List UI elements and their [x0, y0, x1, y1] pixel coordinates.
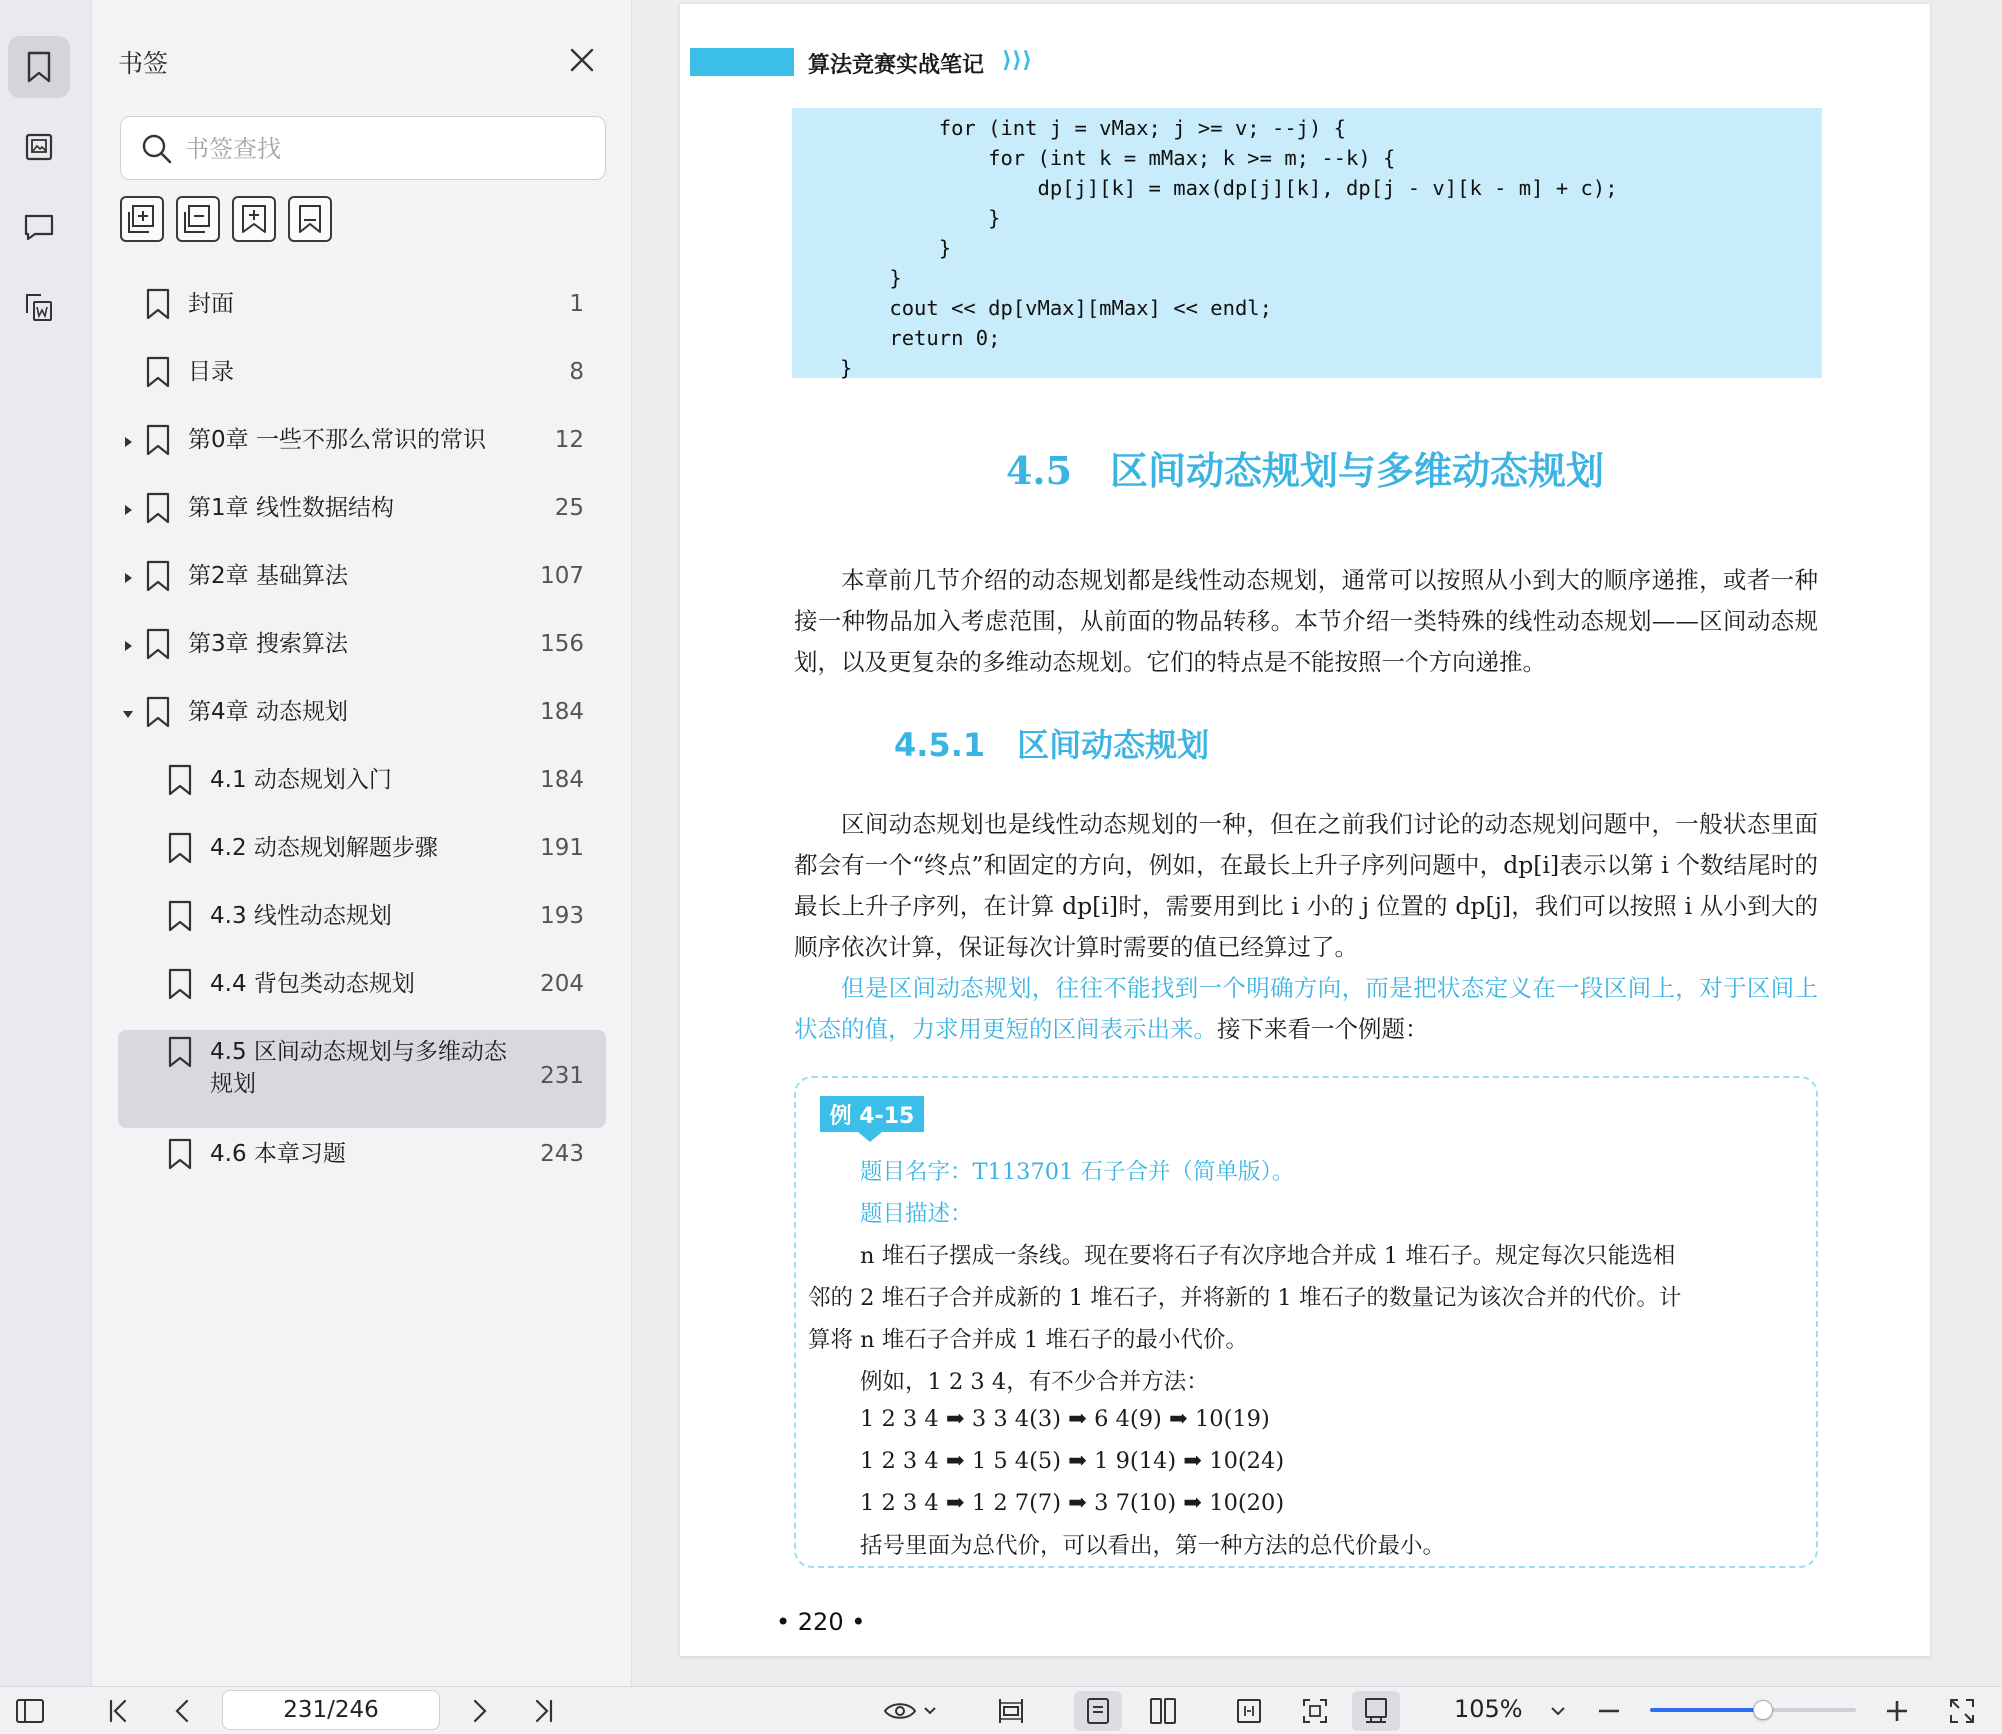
close-icon: [566, 44, 598, 76]
single-page-button[interactable]: [1074, 1691, 1122, 1731]
code-block: [792, 108, 1822, 378]
bookmark-label: 4.6 本章习题: [210, 1141, 346, 1167]
previous-page-button[interactable]: [164, 1691, 200, 1731]
expand-all-icon: [126, 203, 158, 235]
code-line: }: [840, 236, 952, 260]
zoom-in-button[interactable]: [1880, 1691, 1914, 1731]
running-head-arrows: ⟩⟩⟩: [1002, 48, 1033, 73]
continuous-scroll-button[interactable]: [1352, 1691, 1400, 1731]
bookmark-item[interactable]: [118, 962, 606, 1010]
bookmark-page-number: 191: [540, 835, 584, 861]
bookmark-item[interactable]: [118, 622, 606, 670]
bookmark-page-number: 156: [540, 631, 584, 657]
bookmark-page-number: 184: [540, 699, 584, 725]
code-line: return 0;: [840, 326, 1001, 350]
bookmark-label: 封面: [188, 291, 234, 317]
sidebar-icon: [15, 1698, 45, 1724]
bookmark-icon: [166, 1138, 194, 1170]
bookmark-label: 第2章 基础算法: [188, 563, 348, 589]
bookmark-item[interactable]: [118, 350, 606, 398]
highlight-text: 但是区间动态规划，往往不能找到一个明确方向，而是把状态定义在一段区间上，对于区间上状态的值，力求用更短的区间表示出来。: [794, 974, 1818, 1043]
fit-page-button[interactable]: [1226, 1691, 1272, 1731]
fit-width-button[interactable]: [988, 1691, 1034, 1731]
bookmark-page-number: 1: [569, 291, 584, 317]
minus-icon: [1596, 1698, 1622, 1724]
bookmark-item[interactable]: [118, 418, 606, 466]
example-intro: 例如，1 2 3 4，有不少合并方法：: [860, 1369, 1209, 1395]
bookmark-item[interactable]: [118, 486, 606, 534]
bookmark-icon: [144, 696, 172, 728]
caret-right-icon[interactable]: [120, 434, 136, 450]
chevron-down-icon: [1550, 1705, 1566, 1717]
bookmark-icon: [144, 288, 172, 320]
bookmark-label: 第4章 动态规划: [188, 699, 348, 725]
first-page-icon: [106, 1698, 130, 1724]
bookmark-icon: [166, 832, 194, 864]
bookmark-label-line: 4.5 区间动态规划与多维动态: [210, 1039, 507, 1065]
bottom-toolbar: [0, 1686, 2002, 1734]
bookmark-item[interactable]: [118, 282, 606, 330]
actual-size-button[interactable]: [1292, 1691, 1338, 1731]
sidebar-title: 书签: [118, 49, 169, 78]
example-body-line: n 堆石子摆成一条线。现在要将石子有次序地合并成 1 堆石子。规定每次只能选相: [860, 1243, 1676, 1269]
zoom-slider-knob[interactable]: [1753, 1700, 1773, 1720]
bookmark-page-number: 184: [540, 767, 584, 793]
bookmark-sidebar: [92, 0, 632, 1686]
example-body-line: 邻的 2 堆石子合并成新的 1 堆石子，并将新的 1 堆石子的数量记为该次合并的代价。计: [808, 1285, 1682, 1311]
bookmark-label: [210, 1036, 530, 1100]
collapse-all-button[interactable]: [176, 196, 220, 242]
bookmark-label: 第3章 搜索算法: [188, 631, 348, 657]
bookmark-icon: [144, 560, 172, 592]
page-number: • 220 •: [776, 1608, 866, 1636]
subsection-paragraph: 区间动态规划也是线性动态规划的一种，但在之前我们讨论的动态规划问题中，一般状态里面都会有一个“终点”和固定的方向，例如，在最长上升子序列问题中，dp[i]表示以第 i 个数结尾时的最长上升子序列，在计算 dp[i]时，需要用到比 i 小的 j 位置的 dp[j]，我们可以按照 i 从小到大的顺序依次计算，保证每次计算时需要的值已经算过了。: [794, 810, 1818, 961]
add-bookmark-child-button[interactable]: [232, 196, 276, 242]
bookmark-button[interactable]: [288, 196, 332, 242]
search-icon: [141, 133, 173, 165]
example-box: [794, 1076, 1818, 1568]
bookmark-item[interactable]: [118, 554, 606, 602]
fullscreen-frame-icon: [1301, 1697, 1329, 1725]
code-line: cout << dp[vMax][mMax] << endl;: [840, 296, 1272, 320]
left-icon-rail: [0, 0, 92, 1686]
bookmark-label: 4.2 动态规划解题步骤: [210, 835, 438, 861]
example-title: 题目名字：T113701 石子合并（简单版）。: [860, 1159, 1295, 1185]
chevron-right-icon: [470, 1698, 490, 1724]
bookmark-icon: [166, 968, 194, 1000]
expand-icon: [1948, 1697, 1976, 1725]
bookmark-item[interactable]: [118, 826, 606, 874]
add-bookmark-button[interactable]: [120, 196, 164, 242]
document-viewer[interactable]: [632, 0, 2002, 1686]
zoom-out-button[interactable]: [1592, 1691, 1626, 1731]
image-icon: [24, 132, 54, 162]
scroll-mode-icon: [1362, 1696, 1390, 1726]
bookmark-page-number: 204: [540, 971, 584, 997]
caret-right-icon[interactable]: [120, 570, 136, 586]
chevron-left-icon: [172, 1698, 192, 1724]
bookmark-page-number: 243: [540, 1141, 584, 1167]
caret-right-icon[interactable]: [120, 638, 136, 654]
bookmark-label: 目录: [188, 359, 234, 385]
bookmark-page-number: 25: [554, 495, 584, 521]
bookmark-icon: [166, 1036, 194, 1068]
fit-page-icon: [1235, 1697, 1263, 1725]
attachment-panel-button[interactable]: [8, 276, 70, 338]
two-page-icon: [1149, 1697, 1177, 1725]
bookmark-item[interactable]: [118, 1030, 606, 1128]
intro-paragraph: 本章前几节介绍的动态规划都是线性动态规划，通常可以按照从小到大的顺序递推，或者一种接一种物品加入考虑范围，从前面的物品转移。本节介绍一类特殊的线性动态规划——区间动态规划，以及更复杂的多维动态规划。它们的特点是不能按照一个方向递推。: [794, 566, 1818, 676]
word-convert-icon: [23, 291, 55, 323]
bookmark-label: 4.4 背包类动态规划: [210, 971, 415, 997]
bookmark-item[interactable]: [118, 758, 606, 806]
bookmark-item[interactable]: [118, 690, 606, 738]
bookmark-icon: [144, 424, 172, 456]
eye-icon: [883, 1698, 939, 1724]
bookmark-label: 第1章 线性数据结构: [188, 495, 394, 521]
code-line: for (int k = mMax; k >= m; --k) {: [840, 146, 1396, 170]
bookmark-page-number: 12: [554, 427, 584, 453]
bookmark-search-input[interactable]: [185, 127, 585, 171]
last-page-button[interactable]: [526, 1691, 562, 1731]
bookmark-item[interactable]: [118, 894, 606, 942]
bookmark-icon: [144, 628, 172, 660]
toggle-sidebar-button[interactable]: [12, 1691, 48, 1731]
bookmark-item[interactable]: [118, 1132, 606, 1180]
code-line: for (int j = vMax; j >= v; --j) {: [840, 116, 1347, 140]
bookmark-icon: [24, 50, 54, 84]
bookmark-add-icon: [238, 203, 270, 235]
code-line: dp[j][k] = max(dp[j][k], dp[j - v][k - m] + c);: [840, 176, 1618, 200]
example-conclusion: 括号里面为总代价，可以看出，第一种方法的总代价最小。: [860, 1533, 1446, 1559]
highlight-tail: 接下来看一个例题：: [1217, 1015, 1429, 1043]
next-page-button[interactable]: [462, 1691, 498, 1731]
bookmark-icon: [144, 356, 172, 388]
two-page-button[interactable]: [1140, 1691, 1186, 1731]
bookmark-icon: [144, 492, 172, 524]
bookmark-page-number: 193: [540, 903, 584, 929]
first-page-button[interactable]: [100, 1691, 136, 1731]
example-tag-pointer: [858, 1132, 882, 1142]
bookmark-label-line: 规划: [210, 1071, 256, 1097]
caret-down-icon[interactable]: [120, 706, 136, 722]
bookmark-panel-button[interactable]: [8, 36, 70, 98]
last-page-icon: [532, 1698, 556, 1724]
bookmark-label: 4.1 动态规划入门: [210, 767, 392, 793]
pdf-page: [680, 4, 1930, 1656]
bookmark-label: 第0章 一些不那么常识的常识: [188, 427, 486, 453]
bookmark-icon: [166, 764, 194, 796]
code-line: }: [840, 206, 1001, 230]
collapse-all-icon: [182, 203, 214, 235]
comment-icon: [23, 212, 55, 242]
thumbnail-panel-button[interactable]: [8, 116, 70, 178]
section-title: 4.5 区间动态规划与多维动态规划: [1005, 448, 1605, 493]
example-method: 1 2 3 4 ➡ 1 5 4(5) ➡ 1 9(14) ➡ 10(24): [860, 1448, 1285, 1474]
example-tag: 例 4-15: [820, 1096, 924, 1132]
zoom-dropdown[interactable]: [1546, 1691, 1570, 1731]
annotation-panel-button[interactable]: [8, 196, 70, 258]
highlight-paragraph: [794, 968, 1818, 1050]
close-sidebar-button[interactable]: [566, 44, 598, 76]
bookmark-page-number: 231: [540, 1063, 584, 1089]
zoom-slider-fill: [1650, 1708, 1763, 1712]
bookmark-search: [120, 116, 606, 180]
view-mode-dropdown[interactable]: [880, 1691, 942, 1731]
zoom-level[interactable]: 105%: [1454, 1695, 1523, 1723]
code-line: }: [840, 356, 853, 380]
plus-icon: [1884, 1698, 1910, 1724]
fit-width-icon: [996, 1697, 1026, 1725]
caret-right-icon[interactable]: [120, 502, 136, 518]
example-method: 1 2 3 4 ➡ 1 2 7(7) ➡ 3 7(10) ➡ 10(20): [860, 1490, 1285, 1516]
bookmark-icon: [166, 900, 194, 932]
single-page-icon: [1085, 1697, 1111, 1725]
subsection-title: 4.5.1 区间动态规划: [894, 726, 1210, 764]
page-number-input[interactable]: [222, 1690, 440, 1730]
example-body-line: 算将 n 堆石子合并成 1 堆石子的最小代价。: [808, 1327, 1248, 1353]
code-line: }: [840, 266, 902, 290]
fullscreen-button[interactable]: [1944, 1691, 1980, 1731]
bookmark-page-number: 8: [569, 359, 584, 385]
bookmark-label: 4.3 线性动态规划: [210, 903, 392, 929]
bookmark-page-number: 107: [540, 563, 584, 589]
running-head-bar: [690, 48, 794, 76]
example-desc-label: 题目描述：: [860, 1201, 973, 1227]
zoom-slider[interactable]: [1650, 1708, 1856, 1712]
running-head: 算法竞赛实战笔记: [808, 53, 985, 78]
bookmark-outline-icon: [294, 203, 326, 235]
example-method: 1 2 3 4 ➡ 3 3 4(3) ➡ 6 4(9) ➡ 10(19): [860, 1406, 1270, 1432]
